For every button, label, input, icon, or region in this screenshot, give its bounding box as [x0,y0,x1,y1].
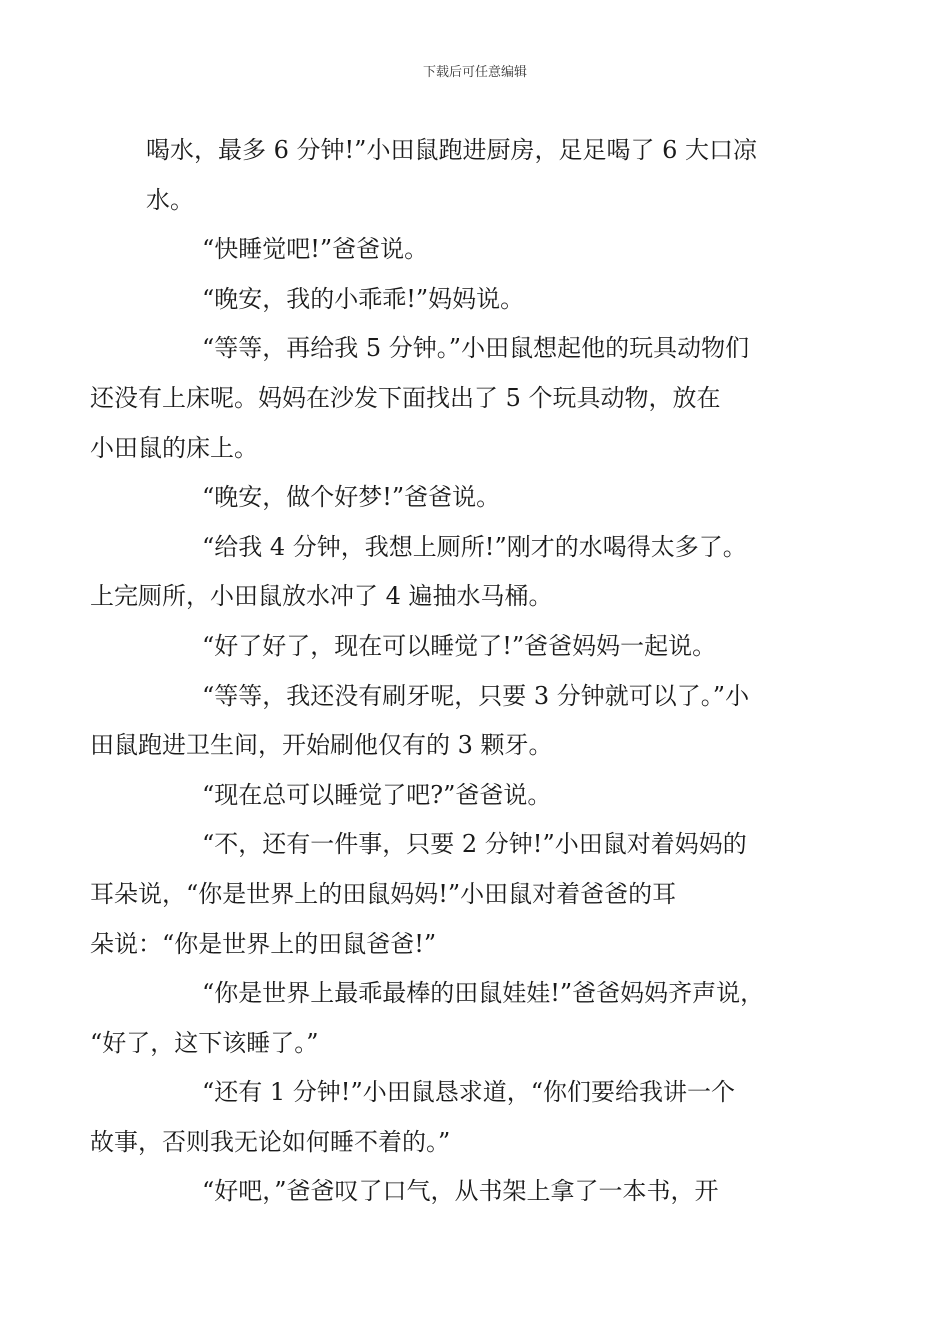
paragraph [90,672,812,771]
text-line: “还有 1 分钟!”小田鼠恳求道，“你们要给我讲一个 [202,1078,735,1107]
text-line: 朵说：“你是世界上的田鼠爸爸!” [90,929,437,958]
text-line: “好吧，”爸爸叹了口气，从书架上拿了一本书，开 [202,1177,719,1206]
text-line: 小田鼠的床上。 [90,433,258,462]
text-line: 耳朵说，“你是世界上的田鼠妈妈!”小田鼠对着爸爸的耳 [90,879,677,908]
paragraph [146,225,812,275]
text-line: “快睡觉吧!”爸爸说。 [202,235,429,264]
text-line: 田鼠跑进卫生间，开始刷他仅有的 3 颗牙。 [90,731,553,760]
paragraph [90,969,812,1068]
text-line: 水。 [146,185,194,214]
paragraph [146,126,812,225]
text-line: “好了好了，现在可以睡觉了!”爸爸妈妈一起说。 [202,631,717,660]
paragraph [146,1167,812,1217]
paragraph [146,622,812,672]
paragraph [90,1068,812,1167]
text-line: “现在总可以睡觉了吧?”爸爸说。 [202,780,552,809]
document-body [90,126,812,1217]
text-line: “晚安，我的小乖乖!”妈妈说。 [202,284,525,313]
text-line: “晚安，做个好梦!”爸爸说。 [202,483,501,512]
text-line: 上完厕所，小田鼠放水冲了 4 遍抽水马桶。 [90,582,553,611]
paragraph [90,820,812,969]
paragraph [146,771,812,821]
paragraph [90,324,812,473]
text-line: 喝水，最多 6 分钟!”小田鼠跑进厨房，足足喝了 6 大口凉 [146,136,757,164]
text-line: “给我 4 分钟，我想上厕所!”刚才的水喝得太多了。 [202,532,747,561]
text-line: “不，还有一件事，只要 2 分钟!”小田鼠对着妈妈的 [202,830,747,859]
paragraph [90,523,812,622]
text-line: “等等，再给我 5 分钟。”小田鼠想起他的玩具动物们 [202,334,750,363]
paragraph [146,473,812,523]
page-header: 下载后可任意编辑 [422,65,527,80]
text-line: “等等，我还没有刷牙呢，只要 3 分钟就可以了。”小 [202,681,750,710]
paragraph [146,275,812,325]
text-line: “你是世界上最乖最棒的田鼠娃娃!”爸爸妈妈齐声说， [202,979,765,1008]
text-line: 故事，否则我无论如何睡不着的。” [90,1127,451,1156]
text-line: “好了，这下该睡了。” [90,1028,319,1057]
text-line: 还没有上床呢。妈妈在沙发下面找出了 5 个玩具动物，放在 [90,383,721,412]
